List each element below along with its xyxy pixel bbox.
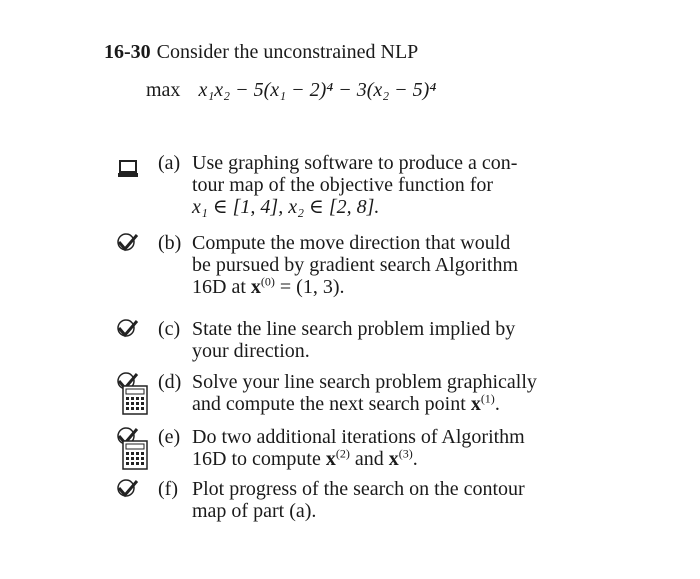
vector-symbol: x (470, 393, 481, 415)
computer-icon (118, 160, 138, 178)
objective-formula (146, 78, 436, 102)
check-icon (117, 232, 139, 252)
part-line-suffix: . (494, 393, 500, 415)
part-d (158, 371, 598, 415)
vector-symbol: x (388, 448, 399, 470)
part-line-prefix: and compute the next search point (192, 393, 471, 415)
part-line: Solve your line search problem graphically (192, 371, 537, 393)
part-label: (c) (158, 318, 181, 340)
part-line: Plot progress of the search on the contour (192, 478, 525, 500)
domain-text: x₁ ∈ [1, 4], x₂ ∈ [2, 8]. (192, 196, 380, 218)
part-line-suffix: = (1, 3). (274, 276, 345, 298)
part-f (158, 478, 598, 522)
part-b (158, 232, 598, 298)
part-e (158, 426, 598, 470)
part-line-prefix: 16D to compute (192, 448, 326, 470)
part-label: (d) (158, 371, 182, 393)
iteration-superscript: (1) (480, 391, 495, 406)
part-line: tour map of the objective function for (192, 174, 494, 196)
vector-symbol: x (325, 448, 336, 470)
iteration-superscript: (3) (398, 446, 413, 461)
part-label: (a) (158, 152, 181, 174)
objective-expression: x₁x₂ − 5(x₁ − 2)⁴ − 3(x₂ − 5)⁴ (198, 79, 437, 101)
part-label: (f) (158, 478, 178, 500)
part-line: map of part (a). (192, 500, 317, 522)
part-line: be pursued by gradient search Algorithm (192, 254, 519, 276)
part-c (158, 318, 598, 362)
part-line: State the line search problem implied by (192, 318, 516, 340)
part-line-middle: and (349, 448, 389, 470)
part-label: (e) (158, 426, 181, 448)
part-a (158, 152, 598, 218)
part-line: Compute the move direction that would (192, 232, 511, 254)
objective-keyword: max (146, 79, 181, 101)
iteration-superscript: (0) (260, 274, 275, 289)
part-line: Do two additional iterations of Algorithm (192, 426, 525, 448)
iteration-superscript: (2) (335, 446, 350, 461)
problem-header (104, 40, 418, 64)
vector-symbol: x (250, 276, 261, 298)
part-line: your direction. (192, 340, 310, 362)
problem-intro: Consider the unconstrained NLP (156, 41, 419, 63)
calculator-icon (122, 385, 148, 415)
part-line-prefix: 16D at (192, 276, 251, 298)
check-icon (117, 478, 139, 498)
part-line-suffix: . (412, 448, 418, 470)
part-label: (b) (158, 232, 182, 254)
calculator-icon (122, 440, 148, 470)
check-icon (117, 318, 139, 338)
problem-number: 16-30 (104, 41, 151, 63)
part-line: Use graphing software to produce a con- (192, 152, 518, 174)
